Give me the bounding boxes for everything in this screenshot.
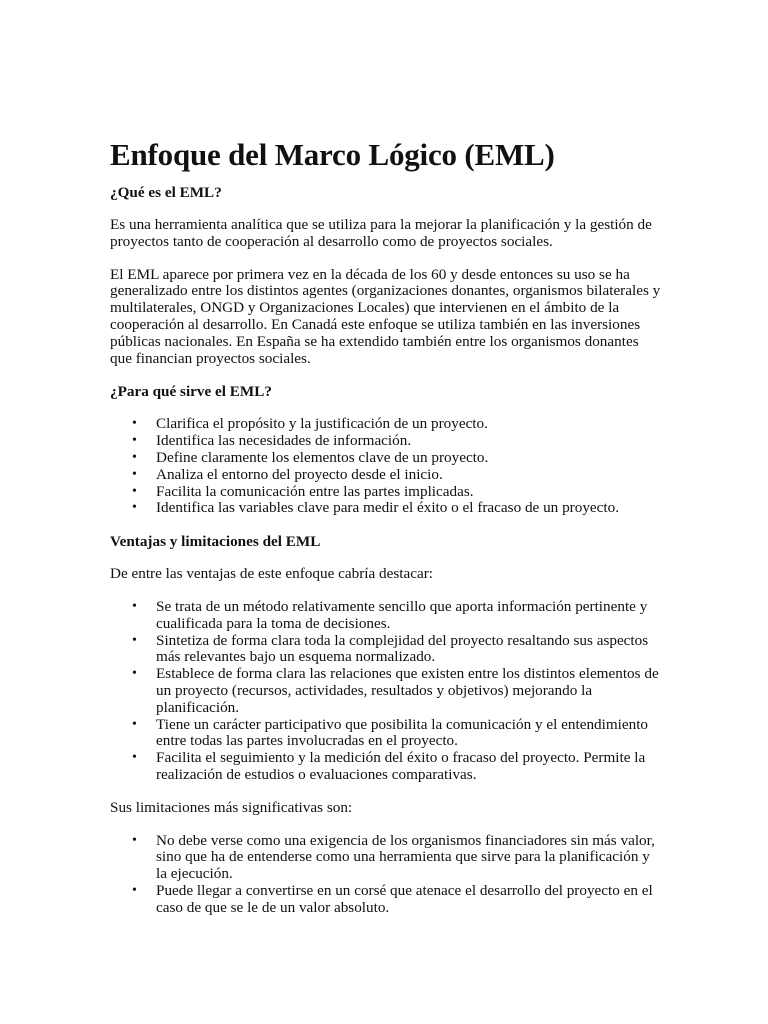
list-item [110, 633, 662, 667]
bullet-icon: • [132, 449, 137, 465]
list-item [110, 717, 662, 751]
list-item-text: Puede llegar a convertirse en un corsé que atenace el desarrollo del proyecto en el caso de que se le de un valor absoluto. [156, 881, 653, 916]
bullet-icon: • [132, 632, 137, 648]
bullet-icon: • [132, 416, 137, 432]
uses-list [110, 416, 662, 517]
document-title: Enfoque del Marco Lógico (EML) [110, 137, 555, 172]
list-item-text: Identifica las necesidades de información. [156, 432, 412, 450]
bullet-icon: • [132, 666, 137, 682]
paragraph-limitaciones-intro: Sus limitaciones más significativas son: [110, 798, 353, 816]
list-item [110, 883, 662, 917]
list-item [110, 666, 662, 716]
list-item [110, 599, 662, 633]
list-item-text: Tiene un carácter participativo que posibilita la comunicación y el entendimiento entre todas las partes involucradas en el proyecto. [156, 715, 649, 750]
list-item-text: Define claramente los elementos clave de un proyecto. [156, 448, 489, 466]
bullet-icon: • [132, 832, 137, 848]
list-item [110, 484, 662, 501]
bullet-icon: • [132, 882, 137, 898]
bullet-icon: • [132, 598, 137, 614]
list-item [110, 450, 662, 467]
bullet-icon: • [132, 483, 137, 499]
document-body [110, 136, 662, 933]
list-item-text: Se trata de un método relativamente sencillo que aporta información pertinente y cualificada para la toma de decisiones. [156, 597, 648, 632]
bullet-icon: • [132, 716, 137, 732]
list-item [110, 416, 662, 433]
bullet-icon: • [132, 500, 137, 516]
list-item-text: Sintetiza de forma clara toda la complejidad del proyecto resaltando sus aspectos más relevantes bajo un esquema normalizado. [156, 631, 649, 666]
bullet-icon: • [132, 750, 137, 766]
list-item-text: Analiza el entorno del proyecto desde el inicio. [156, 465, 443, 483]
list-item-text: Facilita la comunicación entre las partes implicadas. [156, 482, 474, 500]
list-item-text: No debe verse como una exigencia de los organismos financiadores sin más valor, sino que ha de entenderse como una herramienta que sirve para la planificación y la ejecución. [156, 831, 655, 883]
limitations-list [110, 833, 662, 917]
heading-ventajas-limitaciones: Ventajas y limitaciones del EML [110, 533, 321, 551]
advantages-list [110, 599, 662, 784]
list-item [110, 467, 662, 484]
list-item [110, 500, 662, 517]
paragraph-ventajas-intro: De entre las ventajas de este enfoque cabría destacar: [110, 565, 433, 583]
heading-que-es: ¿Qué es el EML? [110, 184, 222, 201]
list-item-text: Identifica las variables clave para medir el éxito o el fracaso de un proyecto. [156, 499, 620, 517]
paragraph-definicion: Es una herramienta analítica que se utiliza para la mejorar la planificación y la gestión de proyectos tanto de cooperación al desarrollo como de proyectos sociales. [110, 216, 652, 250]
heading-para-que-sirve: ¿Para qué sirve el EML? [110, 383, 272, 401]
list-item-text: Facilita el seguimiento y la medición del éxito o fracaso del proyecto. Permite la realización de estudios o evaluaciones comparativas. [156, 749, 646, 783]
list-item [110, 433, 662, 450]
list-item-text: Clarifica el propósito y la justificación de un proyecto. [156, 415, 488, 433]
list-item [110, 750, 662, 784]
bullet-icon: • [132, 433, 137, 449]
list-item [110, 833, 662, 883]
paragraph-historia: El EML aparece por primera vez en la década de los 60 y desde entonces su uso se ha generalizado entre los distintos agentes (organizaciones donantes, organismos bilaterales y multilaterales, ONGD y Organizaciones Locales) que intervienen en el ámbito de la cooperación al desarrollo. En Canadá este enfoque se utiliza también en las inversiones públicas nacionales. En España se ha extendido también entre los organismos donantes que financian proyectos sociales. [110, 265, 661, 367]
list-item-text: Establece de forma clara las relaciones que existen entre los distintos elementos de un proyecto (recursos, actividades, resultados y objetivos) mejorando la planificación. [156, 665, 659, 716]
bullet-icon: • [132, 466, 137, 482]
